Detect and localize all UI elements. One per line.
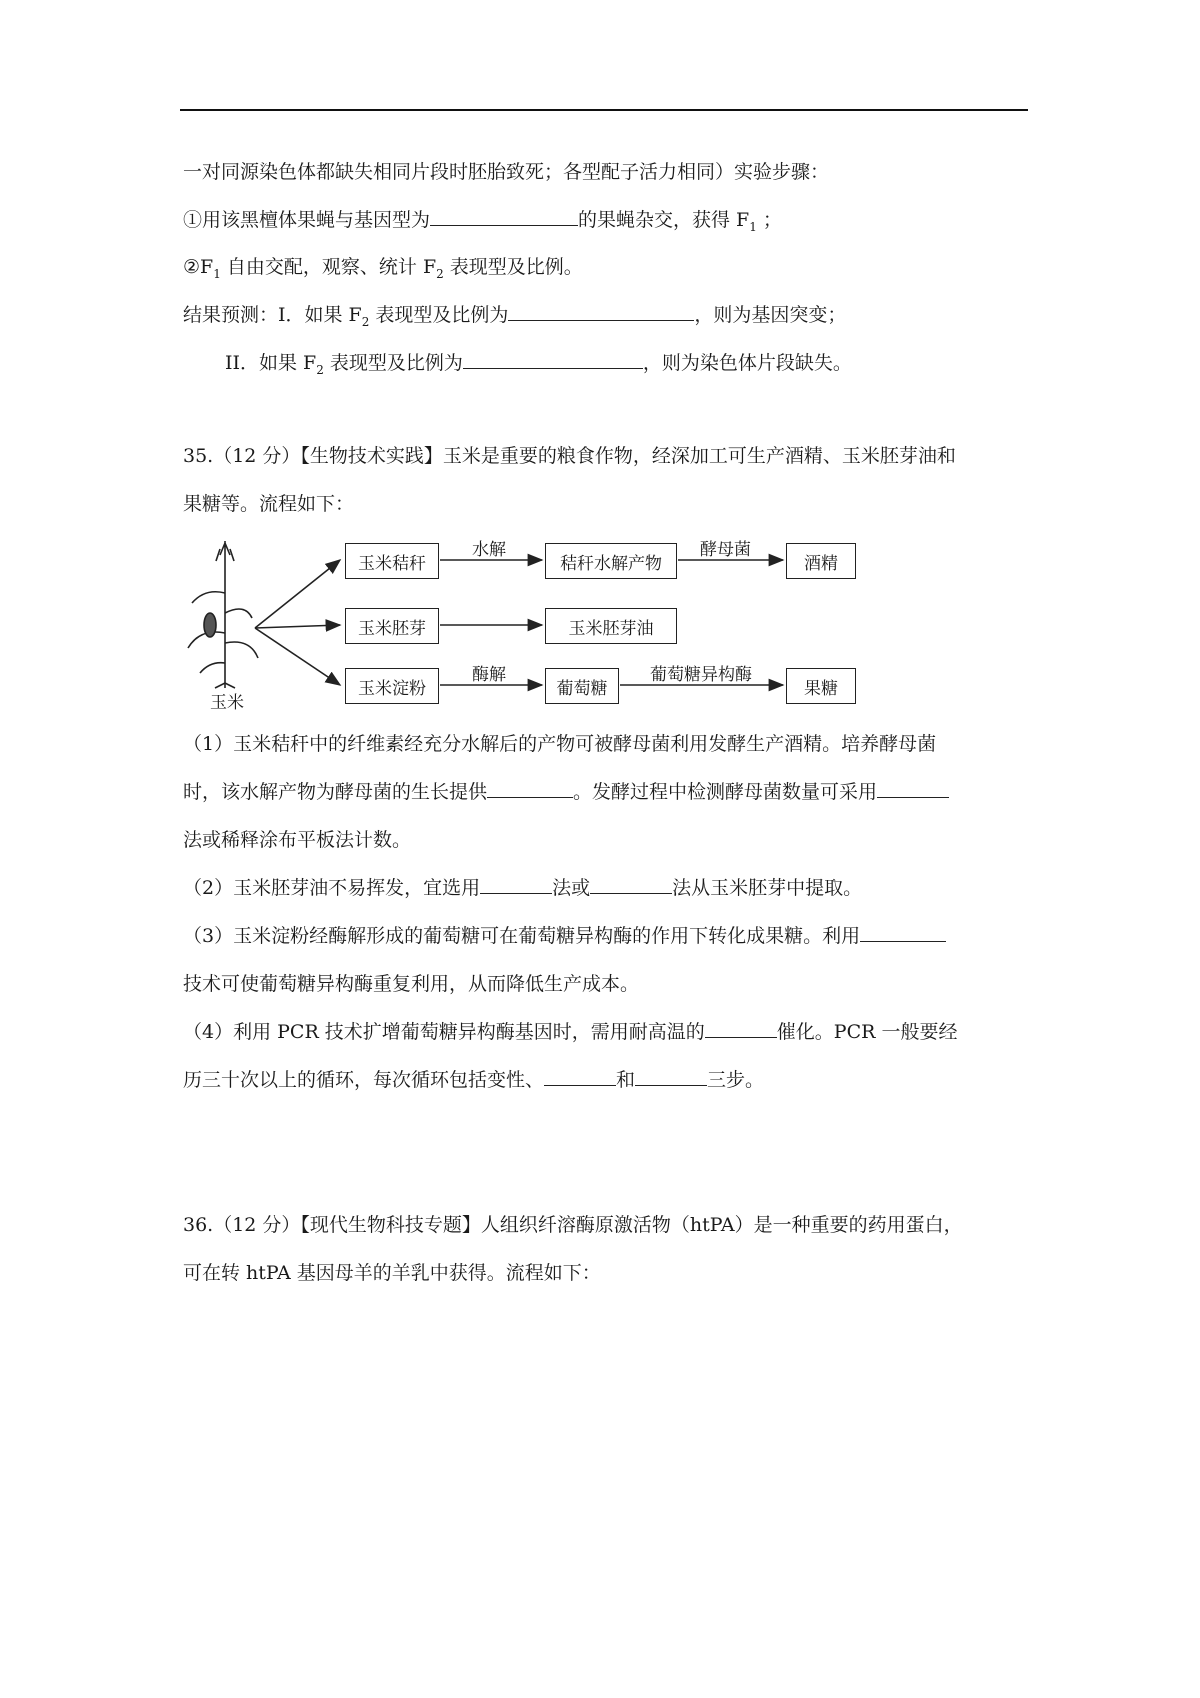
answer-blank[interactable] (430, 207, 578, 226)
box-glucose: 葡萄糖 (545, 668, 619, 704)
answer-blank[interactable] (635, 1067, 707, 1086)
q36-intro-line2: 可在转 htPA 基因母羊的羊乳中获得。流程如下： (183, 1262, 601, 1284)
q36-intro-line1: 36.（12 分）【现代生物科技专题】人组织纤溶酶原激活物（htPA）是一种重要的药用蛋白， (183, 1214, 963, 1236)
q35-p3-line2: 技术可使葡萄糖异构酶重复利用，从而降低生产成本。 (183, 973, 640, 995)
flowchart-lines (180, 533, 860, 713)
label-hydrolysis: 水解 (472, 540, 506, 560)
q35-p1-line2: 时，该水解产物为酵母菌的生长提供 。发酵过程中检测酵母菌数量可采用 (183, 778, 949, 806)
box-fructose: 果糖 (786, 668, 856, 704)
label-glucose-isomerase: 葡萄糖异构酶 (650, 665, 752, 685)
box-corn-starch: 玉米淀粉 (345, 668, 439, 704)
q35-p2: （2）玉米胚芽油不易挥发，宜选用 法或 法从玉米胚芽中提取。 (183, 877, 863, 899)
box-straw-hydrolysate: 秸秆水解产物 (545, 543, 677, 579)
answer-blank[interactable] (877, 779, 949, 798)
plant-label: 玉米 (210, 693, 244, 713)
answer-blank[interactable] (463, 350, 643, 369)
q35-p3-line1: （3）玉米淀粉经酶解形成的葡萄糖可在葡萄糖异构酶的作用下转化成果糖。利用 (183, 922, 946, 950)
q35-p1-line1: （1）玉米秸秆中的纤维素经充分水解后的产物可被酵母菌利用发酵生产酒精。培养酵母菌 (183, 733, 937, 755)
label-yeast: 酵母菌 (700, 540, 751, 560)
q35-p1-line3: 法或稀释涂布平板法计数。 (183, 829, 412, 851)
corn-process-flowchart (180, 533, 860, 713)
q34-result2: II．如果 $F_2$ 表现型及比例为 ，则为染色体片段缺失。 (225, 352, 852, 377)
q35-p4-line2: 历三十次以上的循环，每次循环包括变性、 和 三步。 (183, 1069, 765, 1091)
box-corn-germ-oil: 玉米胚芽油 (545, 608, 677, 644)
q34-result1: 结果预测：I．如果 $F_2$ 表现型及比例为 ，则为基因突变； (183, 304, 847, 329)
answer-blank[interactable] (544, 1067, 616, 1086)
label-enzymolysis: 酶解 (472, 665, 506, 685)
q35-intro-line1: 35.（12 分）【生物技术实践】玉米是重要的粮食作物，经深加工可生产酒精、玉米胚芽油和 (183, 445, 956, 467)
q34-line1: 一对同源染色体都缺失相同片段时胚胎致死；各型配子活力相同）实验步骤： (183, 161, 830, 183)
answer-blank[interactable] (508, 302, 694, 321)
box-alcohol: 酒精 (786, 543, 856, 579)
answer-blank[interactable] (705, 1019, 777, 1038)
q34-step1: ①用该黑檀体果蝇与基因型为 的果蝇杂交，获得 $F_1$ ； (183, 209, 782, 234)
answer-blank[interactable] (590, 875, 672, 894)
corn-plant-icon (188, 541, 258, 688)
q34-step2: $②F_1$ 自由交配，观察、统计 $F_2$ 表现型及比例。 (183, 256, 583, 281)
box-corn-straw: 玉米秸秆 (345, 543, 439, 579)
answer-blank[interactable] (860, 923, 946, 942)
q35-p4-line1: （4）利用 PCR 技术扩增葡萄糖异构酶基因时，需用耐高温的 催化。PCR 一般要经 (183, 1021, 958, 1043)
answer-blank[interactable] (480, 875, 552, 894)
box-corn-germ: 玉米胚芽 (345, 608, 439, 644)
answer-blank[interactable] (487, 779, 573, 798)
header-rule (180, 109, 1028, 111)
q35-intro-line2: 果糖等。流程如下： (183, 493, 355, 515)
